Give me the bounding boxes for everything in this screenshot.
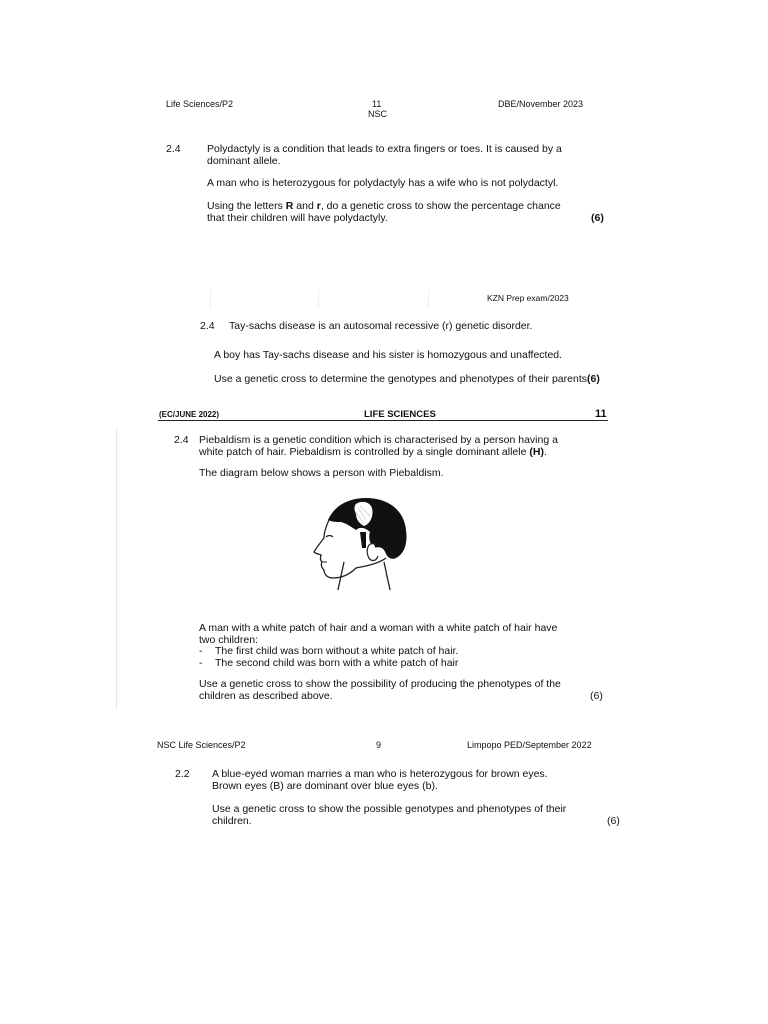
question-paragraph: A man who is heterozygous for polydactyly has a wife who is not polydactyl.: [207, 177, 559, 189]
header-sub: NSC: [368, 109, 388, 119]
question-text-line: Use a genetic cross to show the possible genotypes and phenotypes of their: [212, 803, 567, 815]
marks: (6): [587, 373, 600, 385]
letter-R: R: [285, 200, 294, 212]
header-page-number: 11: [372, 99, 382, 109]
question-text-line: dominant allele.: [207, 155, 281, 167]
question-text-line: Piebaldism is a genetic condition which is characterised by a person having a: [199, 434, 558, 446]
question-text-line: two children:: [199, 634, 258, 646]
question-text-line: Brown eyes (B) are dominant over blue eyes (b).: [212, 780, 438, 792]
question-text-line: children as described above.: [199, 690, 333, 702]
question-text-line: children.: [212, 815, 252, 827]
question-paragraph: A boy has Tay-sachs disease and his sister is homozygous and unaffected.: [214, 349, 563, 361]
bullet-dash: -: [199, 645, 203, 657]
header-right: DBE/November 2023: [498, 99, 584, 109]
marks: (6): [591, 212, 604, 224]
header-page-number: 9: [376, 740, 382, 750]
scan-edge: [116, 428, 117, 710]
scan-artifact: [318, 290, 319, 308]
header-rule: [158, 420, 608, 421]
question-text-line: A blue-eyed woman marries a man who is heterozygous for brown eyes.: [212, 768, 548, 780]
text-run: Using the letters: [207, 200, 286, 212]
text-run: white patch of hair. Piebaldism is controlled by a single dominant allele: [199, 446, 530, 458]
question-paragraph: The diagram below shows a person with Piebaldism.: [199, 467, 444, 479]
question-number: 2.4: [200, 320, 215, 332]
person-head-profile-icon: [300, 492, 420, 594]
text-run: , do a genetic cross to show the percentage chance: [320, 200, 561, 212]
question-text-line: A man with a white patch of hair and a woman with a white patch of hair have: [199, 622, 558, 634]
question-text-line: that their children will have polydactyly.: [207, 212, 388, 224]
question-paragraph: Use a genetic cross to determine the genotypes and phenotypes of their parents.: [214, 373, 590, 385]
letter-r: r: [316, 200, 321, 212]
header-right: 11: [595, 408, 607, 420]
header-left: Life Sciences/P2: [166, 99, 234, 109]
question-number: 2.4: [174, 434, 189, 446]
list-item: The first child was born without a white patch of hair.: [215, 645, 459, 657]
scan-artifact: [428, 290, 429, 308]
question-text-line: Use a genetic cross to show the possibility of producing the phenotypes of the: [199, 678, 561, 690]
bullet-dash: -: [199, 657, 203, 669]
header-right: KZN Prep exam/2023: [487, 293, 569, 303]
header-center: LIFE SCIENCES: [364, 409, 436, 420]
allele-symbol: (H): [529, 446, 544, 458]
header-left: (EC/JUNE 2022): [159, 410, 220, 419]
marks: (6): [590, 690, 603, 702]
header-left: NSC Life Sciences/P2: [157, 740, 246, 750]
text-run: and: [293, 200, 317, 212]
question-text-line: Polydactyly is a condition that leads to extra fingers or toes. It is caused by a: [207, 143, 562, 155]
header-right: Limpopo PED/September 2022: [467, 740, 592, 750]
marks: (6): [607, 815, 620, 827]
question-number: 2.4: [166, 143, 181, 155]
scan-artifact: [210, 290, 211, 308]
question-text-line: Tay-sachs disease is an autosomal recessive (r) genetic disorder.: [229, 320, 533, 332]
question-text-line: [199, 446, 547, 458]
text-run: .: [543, 446, 547, 458]
question-paragraph: [207, 200, 561, 212]
list-item: The second child was born with a white patch of hair: [215, 657, 459, 669]
question-number: 2.2: [175, 768, 190, 780]
